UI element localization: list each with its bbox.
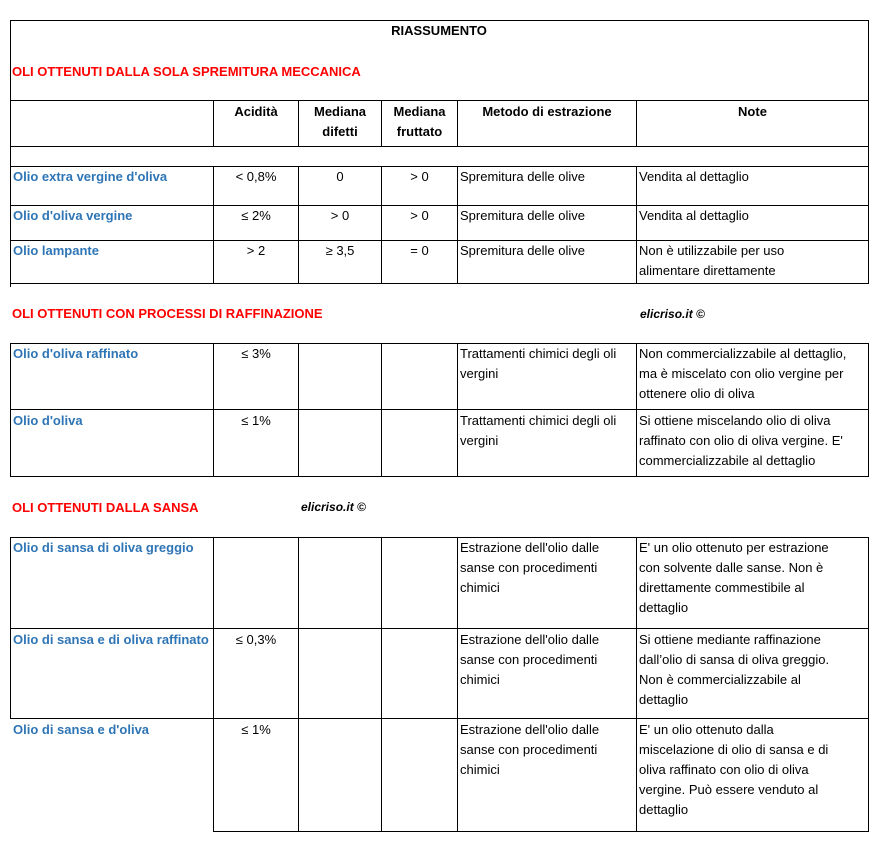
col-line bbox=[298, 537, 299, 832]
row-line bbox=[10, 283, 869, 284]
note-text: commercializzabile al dettaglio bbox=[639, 453, 816, 468]
row-line bbox=[213, 831, 869, 832]
header-bottom-line bbox=[10, 146, 869, 147]
metodo-text: Spremitura delle olive bbox=[460, 169, 586, 184]
metodo-text: chimici bbox=[460, 762, 500, 777]
note-text: direttamente commestibile al bbox=[639, 580, 805, 595]
header-difetti-2: difetti bbox=[322, 124, 358, 139]
note-text: dettaglio bbox=[639, 600, 689, 615]
note-text: Vendita al dettaglio bbox=[639, 169, 749, 184]
metodo-text: sanse con procedimenti bbox=[460, 742, 598, 757]
difetti-value: > 0 bbox=[330, 208, 350, 223]
note-text: Si ottiene miscelando olio di oliva bbox=[639, 413, 831, 428]
difetti-value: 0 bbox=[336, 169, 344, 184]
note-text: ottenere olio di oliva bbox=[639, 386, 755, 401]
note-text: E' un olio ottenuto per estrazione bbox=[639, 540, 829, 555]
watermark: elicriso.it © bbox=[640, 307, 705, 321]
border-right bbox=[868, 166, 869, 284]
fruttato-value: > 0 bbox=[410, 208, 429, 223]
col-line bbox=[636, 537, 637, 832]
note-text: dall’olio di sansa di oliva greggio. bbox=[639, 652, 830, 667]
oil-name: Olio d'oliva raffinato bbox=[13, 346, 139, 361]
metodo-text: chimici bbox=[460, 580, 500, 595]
note-text: vergine. Può essere venduto al bbox=[639, 782, 819, 797]
metodo-text: Spremitura delle olive bbox=[460, 208, 586, 223]
note-text: E' un olio ottenuto dalla bbox=[639, 722, 774, 737]
col-line bbox=[381, 343, 382, 477]
row-line bbox=[10, 409, 869, 410]
metodo-text: Estrazione dell'olio dalle bbox=[460, 540, 600, 555]
oil-name: Olio extra vergine d'oliva bbox=[13, 169, 168, 184]
sheet-title: RIASSUMENTO bbox=[391, 23, 487, 38]
fruttato-value: = 0 bbox=[410, 243, 429, 258]
oil-name: Olio lampante bbox=[13, 243, 99, 258]
metodo-text: sanse con procedimenti bbox=[460, 560, 598, 575]
col-line bbox=[457, 343, 458, 477]
acidita-value: ≤ 1% bbox=[241, 413, 271, 428]
note-text: dettaglio bbox=[639, 802, 689, 817]
oil-name: Olio di sansa e di oliva raffinato bbox=[13, 632, 209, 647]
header-top-line bbox=[10, 100, 869, 101]
border-left bbox=[10, 537, 11, 719]
note-text: Non è utilizzabile per uso bbox=[639, 243, 785, 258]
border-right bbox=[868, 537, 869, 832]
note-text: miscelazione di olio di sansa e di bbox=[639, 742, 829, 757]
metodo-text: sanse con procedimenti bbox=[460, 652, 598, 667]
metodo-text: vergini bbox=[460, 366, 499, 381]
acidita-value: ≤ 0,3% bbox=[235, 632, 277, 647]
metodo-text: Estrazione dell'olio dalle bbox=[460, 722, 600, 737]
row-line bbox=[10, 718, 869, 719]
acidita-value: ≤ 2% bbox=[241, 208, 271, 223]
col-line bbox=[213, 537, 214, 832]
col-line bbox=[636, 166, 637, 284]
note-text: Non è commercializzabile al bbox=[639, 672, 801, 687]
border-left bbox=[10, 343, 11, 477]
acidita-value: < 0,8% bbox=[235, 169, 277, 184]
header-acidita: Acidità bbox=[234, 104, 278, 119]
header-metodo: Metodo di estrazione bbox=[482, 104, 612, 119]
col-line bbox=[457, 166, 458, 284]
metodo-text: vergini bbox=[460, 433, 499, 448]
col-line bbox=[457, 537, 458, 832]
acidita-value: ≤ 3% bbox=[241, 346, 271, 361]
fruttato-value: > 0 bbox=[410, 169, 429, 184]
note-text: Si ottiene mediante raffinazione bbox=[639, 632, 821, 647]
section-title-meccanica: OLI OTTENUTI DALLA SOLA SPREMITURA MECCANICA bbox=[12, 64, 361, 79]
col-line bbox=[381, 537, 382, 832]
note-text: dettaglio bbox=[639, 692, 689, 707]
note-text: ma è miscelato con olio vergine per bbox=[639, 366, 844, 381]
metodo-text: Estrazione dell'olio dalle bbox=[460, 632, 600, 647]
note-text: oliva raffinato con olio di oliva bbox=[639, 762, 809, 777]
row-line bbox=[10, 476, 869, 477]
header-difetti-1: Mediana bbox=[313, 104, 366, 119]
note-text: con solvente dalle sanse. Non è bbox=[639, 560, 824, 575]
note-text: Vendita al dettaglio bbox=[639, 208, 749, 223]
difetti-value: ≥ 3,5 bbox=[325, 243, 355, 258]
oil-name: Olio di sansa e d'oliva bbox=[13, 722, 150, 737]
metodo-text: chimici bbox=[460, 672, 500, 687]
acidita-value: ≤ 1% bbox=[241, 722, 271, 737]
oil-name: Olio d'oliva bbox=[13, 413, 83, 428]
header-note: Note bbox=[738, 104, 767, 119]
note-text: alimentare direttamente bbox=[639, 263, 776, 278]
metodo-text: Trattamenti chimici degli oli bbox=[460, 413, 617, 428]
acidita-value: > 2 bbox=[246, 243, 266, 258]
border-right bbox=[868, 343, 869, 477]
oil-name: Olio di sansa di oliva greggio bbox=[13, 540, 194, 555]
border-right-header bbox=[868, 100, 869, 147]
col-line bbox=[636, 343, 637, 477]
note-text: Non commercializzabile al dettaglio, bbox=[639, 346, 847, 361]
oil-name: Olio d'oliva vergine bbox=[13, 208, 133, 223]
section-title-sansa: OLI OTTENUTI DALLA SANSA bbox=[12, 500, 199, 515]
row-line bbox=[10, 628, 869, 629]
metodo-text: Spremitura delle olive bbox=[460, 243, 586, 258]
section-title-raffinazione: OLI OTTENUTI CON PROCESSI DI RAFFINAZIONE bbox=[12, 306, 323, 321]
watermark: elicriso.it © bbox=[301, 500, 366, 514]
border-left bbox=[10, 20, 11, 287]
header-fruttato-2: fruttato bbox=[396, 124, 443, 139]
metodo-text: Trattamenti chimici degli oli bbox=[460, 346, 617, 361]
col-line bbox=[298, 343, 299, 477]
note-text: raffinato con olio di oliva vergine. E' bbox=[639, 433, 843, 448]
header-fruttato-1: Mediana bbox=[393, 104, 446, 119]
